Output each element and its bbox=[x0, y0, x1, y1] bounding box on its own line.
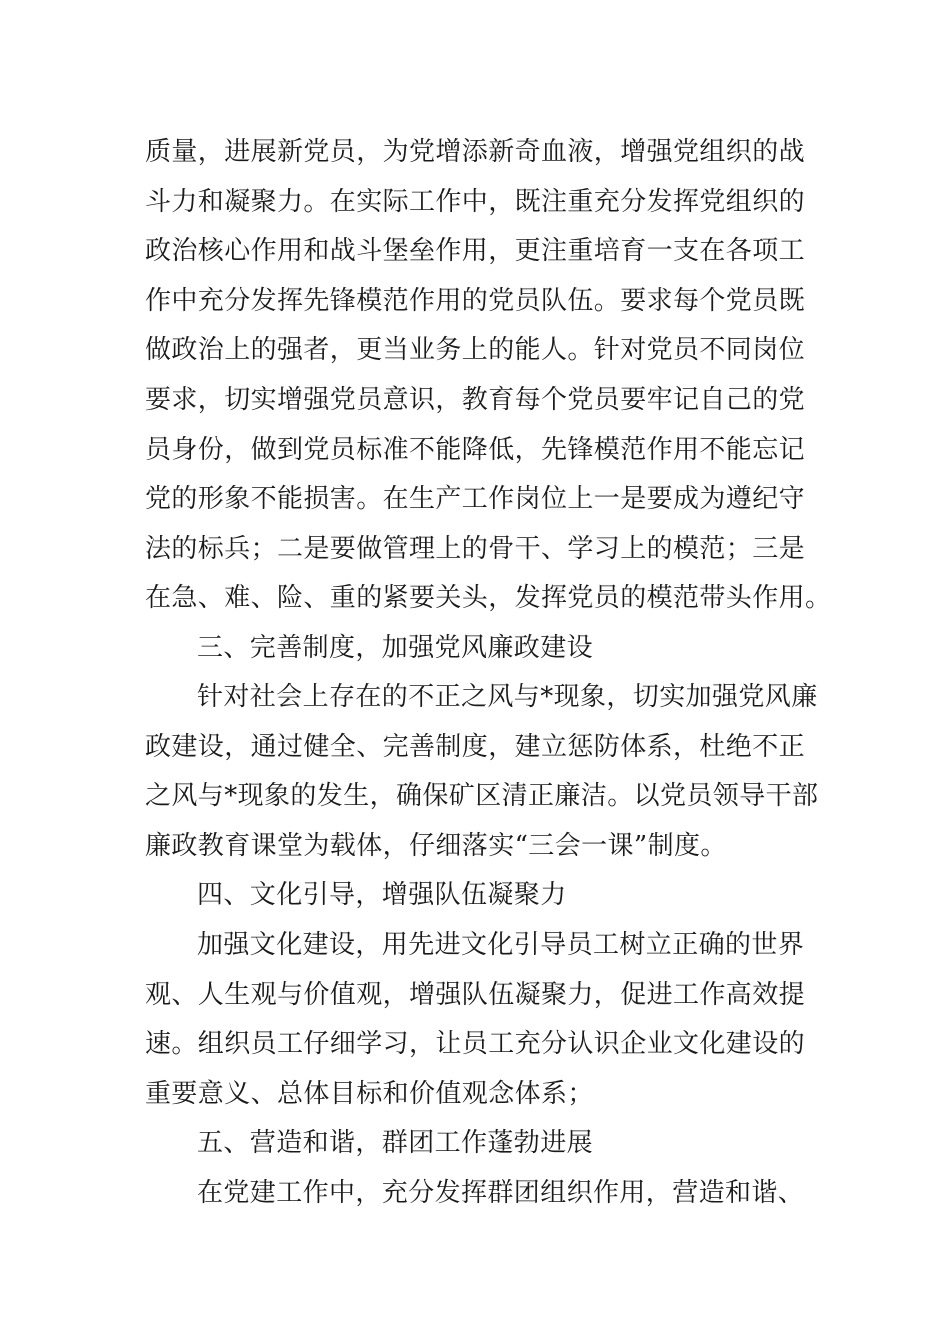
body-line: 在党建工作中，充分发挥群团组织作用，营造和谐、 bbox=[197, 1178, 805, 1208]
body-line: 重要意义、总体目标和价值观念体系； bbox=[145, 1079, 594, 1109]
section-heading: 五、营造和谐，群团工作蓬勃进展 bbox=[197, 1128, 594, 1158]
body-line: 法的标兵；二是要做管理上的骨干、学习上的模范；三是 bbox=[145, 534, 806, 564]
body-line: 在急、难、险、重的紧要关头，发挥党员的模范带头作用。 bbox=[145, 583, 832, 613]
body-line: 质量，进展新党员，为党增添新奇血液，增强党组织的战 bbox=[145, 137, 806, 167]
body-line: 廉政教育课堂为载体，仔细落实“三会一课”制度。 bbox=[145, 831, 727, 861]
body-line: 要求，切实增强党员意识，教育每个党员要牢记自己的党 bbox=[145, 385, 806, 415]
section-heading: 三、完善制度，加强党风廉政建设 bbox=[197, 633, 594, 663]
body-line: 速。组织员工仔细学习，让员工充分认识企业文化建设的 bbox=[145, 1029, 806, 1059]
body-line: 之风与*现象的发生，确保矿区清正廉洁。以党员领导干部 bbox=[145, 781, 819, 811]
body-line: 政建设，通过健全、完善制度，建立惩防体系，杜绝不正 bbox=[145, 732, 806, 762]
body-line: 观、人生观与价值观，增强队伍凝聚力，促进工作高效提 bbox=[145, 980, 806, 1010]
body-line: 党的形象不能损害。在生产工作岗位上一是要成为遵纪守 bbox=[145, 484, 806, 514]
body-line: 做政治上的强者，更当业务上的能人。针对党员不同岗位 bbox=[145, 335, 806, 365]
body-line: 斗力和凝聚力。在实际工作中，既注重充分发挥党组织的 bbox=[145, 187, 806, 217]
body-line: 作中充分发挥先锋模范作用的党员队伍。要求每个党员既 bbox=[145, 286, 806, 316]
body-line: 加强文化建设，用先进文化引导员工树立正确的世界 bbox=[197, 930, 805, 960]
body-line: 政治核心作用和战斗堡垒作用，更注重培育一支在各项工 bbox=[145, 236, 806, 266]
body-line: 员身份，做到党员标准不能降低，先锋模范作用不能忘记 bbox=[145, 435, 806, 465]
body-line: 针对社会上存在的不正之风与*现象，切实加强党风廉 bbox=[197, 682, 818, 712]
section-heading: 四、文化引导，增强队伍凝聚力 bbox=[197, 880, 567, 910]
